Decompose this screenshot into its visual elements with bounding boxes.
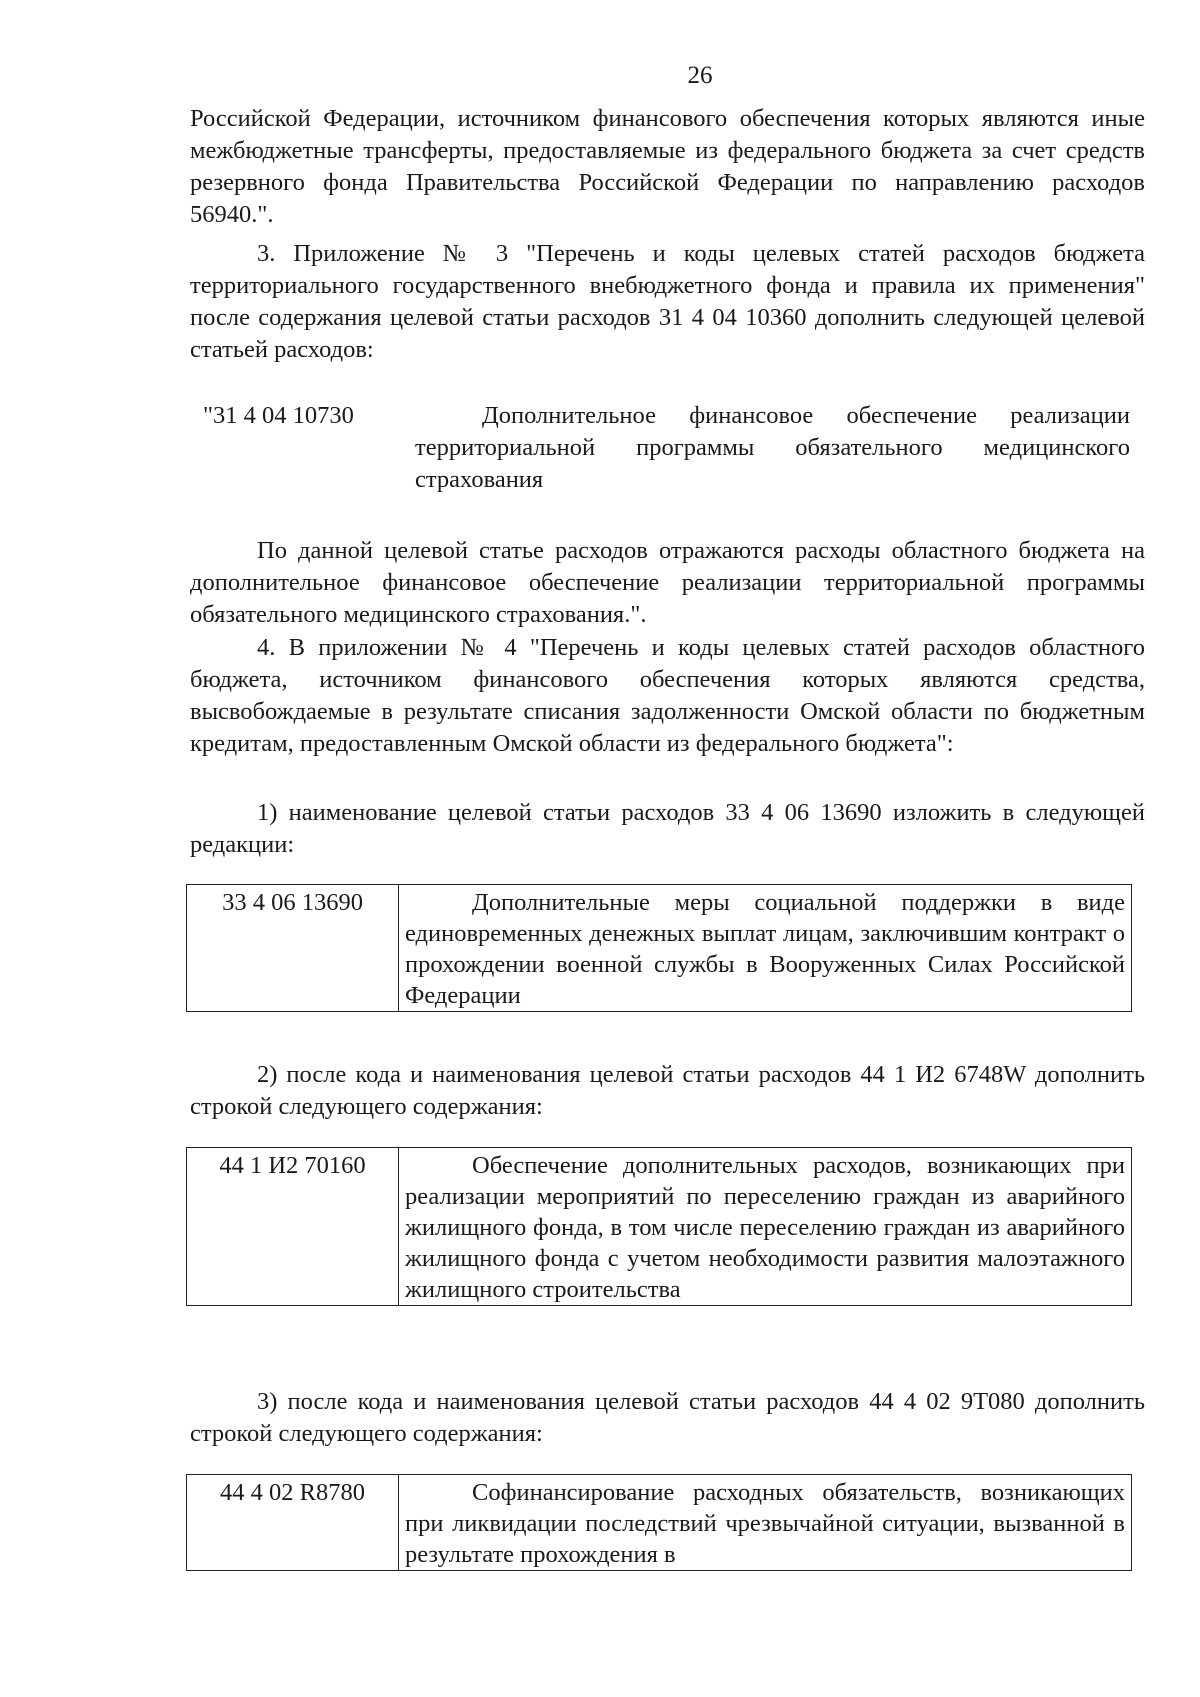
page-number: 26	[687, 62, 713, 89]
table-cell-description: Обеспечение дополнительных расходов, возникающих при реализации мероприятий по переселению граждан из аварийного жилищного фонда, в том числе переселению граждан из аварийного жилищного фонда с учетом необходимости развития малоэтажного жилищного строительства	[399, 1148, 1132, 1306]
paragraph-item-4: 4. В приложении № 4 "Перечень и коды целевых статей расходов областного бюджета, источником финансового обеспечения которых являются средства, высвобождаемые в результате списания задолженности Омской области по бюджетным кредитам, предоставленным Омской области из федерального бюджета":	[190, 634, 1145, 757]
table-code-44-1-i2-70160	[186, 1147, 1132, 1306]
table-cell-code: 44 1 И2 70160	[187, 1148, 399, 1306]
table-cell-description: Дополнительные меры социальной поддержки в виде единовременных денежных выплат лицам, заключившим контракт о прохождении военной службы в Вооруженных Силах Российской Федерации	[399, 885, 1132, 1012]
paragraph-item-3: 3. Приложение № 3 "Перечень и коды целевых статей расходов бюджета территориального государственного внебюджетного фонда и правила их применения" после содержания целевой статьи расходов 31 4 04 10360 дополнить следующей целевой статьей расходов:	[190, 240, 1145, 363]
table-row	[187, 885, 1132, 1012]
table-cell-code: 33 4 06 13690	[187, 885, 399, 1012]
table-row	[187, 1475, 1132, 1571]
paragraph-explanation: По данной целевой статье расходов отражаются расходы областного бюджета на дополнительное финансовое обеспечение реализации территориальной программы обязательного медицинского страхования.".	[190, 537, 1145, 628]
paragraph-continuation: Российской Федерации, источником финансового обеспечения которых являются иные межбюджетные трансферты, предоставляемые из федерального бюджета за счет средств резервного фонда Правительства Российской Федерации по направлению расходов 56940.".	[190, 105, 1145, 228]
table-cell-code: 44 4 02 R8780	[187, 1475, 399, 1571]
paragraph-subitem-3: 3) после кода и наименования целевой статьи расходов 44 4 02 9Т080 дополнить строкой следующего содержания:	[190, 1388, 1145, 1447]
table-row	[187, 1148, 1132, 1306]
paragraph-subitem-2: 2) после кода и наименования целевой статьи расходов 44 1 И2 6748W дополнить строкой следующего содержания:	[190, 1061, 1145, 1120]
table-code-44-4-02-r8780	[186, 1474, 1132, 1571]
entry-description: Дополнительное финансовое обеспечение реализации территориальной программы обязательного медицинского страхования	[415, 402, 1130, 493]
table-code-33-4-06-13690	[186, 884, 1132, 1012]
table-cell-description: Софинансирование расходных обязательств, возникающих при ликвидации последствий чрезвычайной ситуации, вызванной в результате прохождения в	[399, 1475, 1132, 1571]
entry-code: "31 4 04 10730	[203, 402, 354, 429]
paragraph-subitem-1: 1) наименование целевой статьи расходов 33 4 06 13690 изложить в следующей редакции:	[190, 799, 1145, 858]
